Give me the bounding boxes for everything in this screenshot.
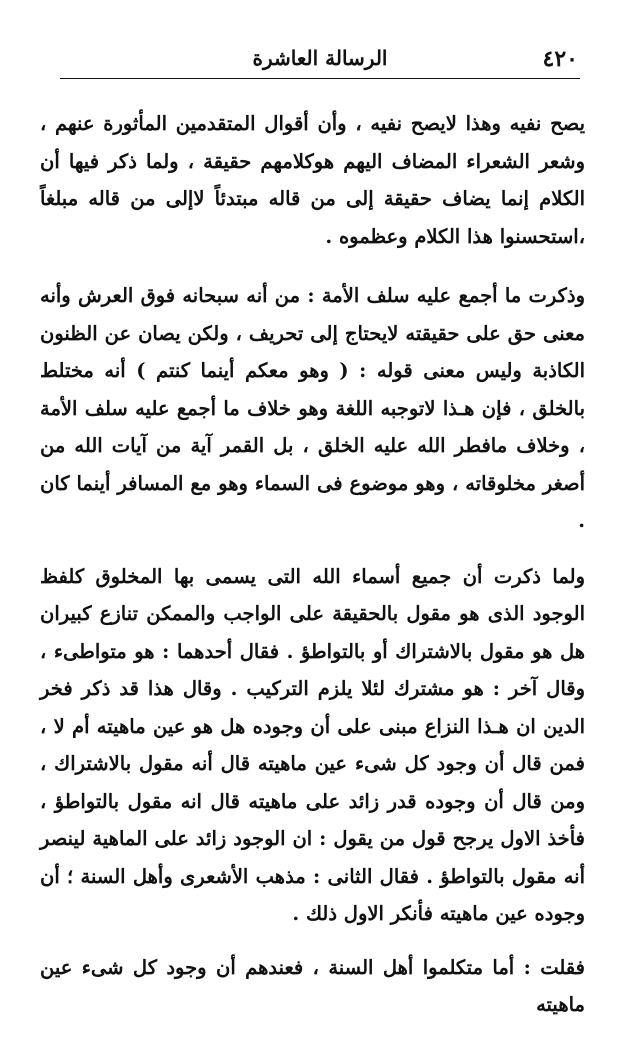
- body-text: [40, 105, 585, 1046]
- page-header: [60, 38, 580, 79]
- paragraph: وذكرت ما أجمع عليه سلف الأمة : من أنه سبحانه فوق العرش وأنه معنى حق على حقيقته لايحتاج إلى تحريف ، ولكن يصان عن الظنون الكاذبة وليس معنى قوله : ( وهو معكم أينما كنتم ) أنه مختلط بالخلق ، فإن هـذا لاتوجبه اللغة وهو خلاف ما أجمع عليه سلف الأمة ، وخلاف مافطر الله عليه الخلق ، بل القمر آية من آيات الله من أصغر مخلوقاته ، وهو موضوع فى السماء وهو مع المسافر أينما كان .: [40, 284, 585, 532]
- paragraph: يصح نفيه وهذا لايصح نفيه ، وأن أقوال المتقدمين المأثورة عنهم ، وشعر الشعراء المضاف اليهم هوكلامهم حقيقة ، ولما ذكر فيها أن الكلام إنما يضاف حقيقة إلى من قاله مبتدئاً لاإلى من قاله مبلغاً ،استحسنوا هذا الكلام وعظموه .: [40, 112, 585, 248]
- paragraph: ولما ذكرت أن جميع أسماء الله التى يسمى بها المخلوق كلفظ الوجود الذى هو مقول بالحقيقة على الواجب والممكن تنازع كبيران هل هو مقول بالاشتراك أو بالتواطؤ . فقال أحدهما : هو متواطىء ، وقال آخر : هو مشترك لئلا يلزم التركيب . وقال هذا قد ذكر فخر الدين ان هـذا النزاع مبنى على أن وجوده هل هو عين ماهيته أم لا ، فمن قال أن وجود كل شىء عين ماهيته قال أنه مقول بالاشتراك ، ومن قال أن وجوده قدر زائد على ماهيته قال انه مقول بالتواطؤ ، فأخذ الاول يرجح قول من يقول : ان الوجود زائد على الماهية لينصر أنه مقول بالتواطؤ . فقال الثانى : مذهب الأشعرى وأهل السنة ؛ أن وجوده عين ماهيته فأنكر الاول ذلك .: [40, 564, 585, 925]
- page-number: ٤٢٠: [542, 46, 578, 72]
- running-title: الرسالة العاشرة: [252, 46, 388, 70]
- paragraph: فقلت : أما متكلموا أهل السنة ، فعندهم أن وجود كل شىء عين ماهيته: [40, 955, 585, 1016]
